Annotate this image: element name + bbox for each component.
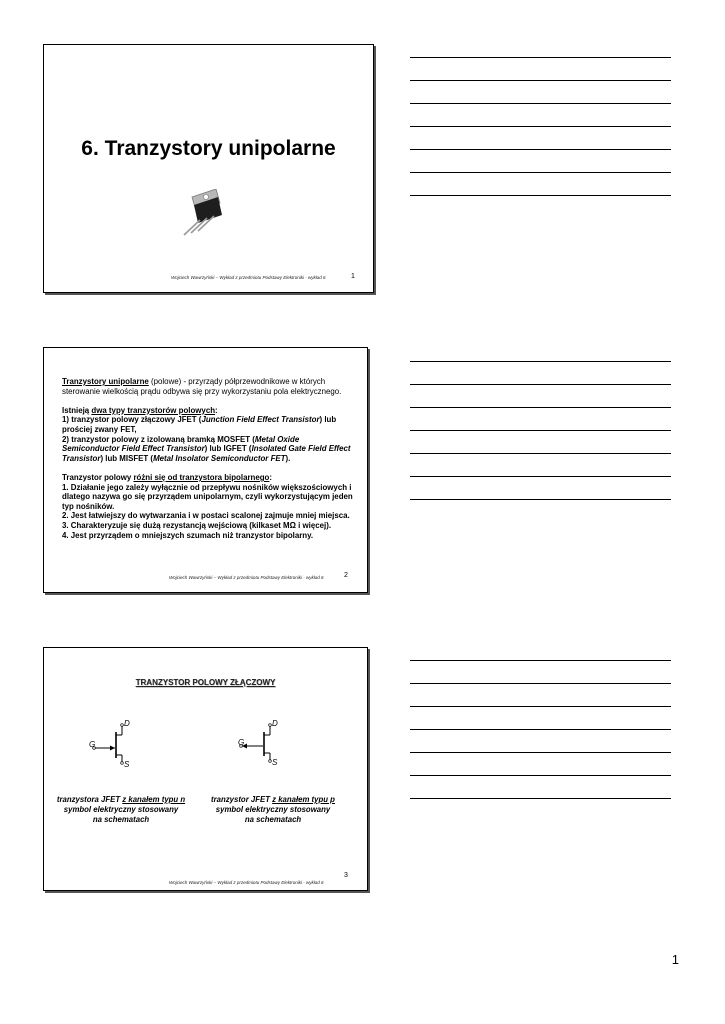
list-item: 4. Jest przyrządem o mniejszych szumach niż tranzystor bipolarny. [62, 530, 314, 540]
term: Tranzystory unipolarne [62, 377, 149, 386]
jfet-n-channel-symbol [84, 716, 134, 772]
slide-footer: Wojciech Wawrzyński – Wykład z przedmiotu Podstawy Elektroniki - wykład 6 [169, 575, 324, 580]
slide-1 [43, 44, 374, 293]
drain-label: D [272, 719, 278, 728]
page-number: 1 [671, 952, 679, 967]
slide-body [62, 377, 358, 550]
differences-paragraph: Tranzystor polowy różni się od tranzystora bipolarnego: 1. Działanie jego zależy wyłącznie od przepływu nośników większościowych i dlatego nazywa go się przyrządem unipolarnym, czyli wykorzystującym jeden typ nośników. 2. Jest łatwiejszy do wytwarzania i w postaci scalonej zajmuje mniej miejsca. 3. Charakteryzuje się dużą rezystancją wejściową (kilkaset MΩ i więcej). 4. Jest przyrządem o mniejszych szumach niż tranzystor bipolarny. [62, 472, 353, 540]
gate-label: G [89, 740, 96, 749]
list-item: 3. Charakteryzuje się dużą rezystancją wejściową (kilkaset MΩ i więcej). [62, 520, 332, 530]
jfet-p-channel-symbol [232, 716, 282, 772]
slide-footer: Wojciech Wawrzyński – Wykład z przedmiotu Podstawy Elektroniki - wykład 6 [169, 880, 324, 885]
source-label: S [124, 760, 130, 769]
list-item: 1. Działanie jego zależy wyłącznie od przepływu nośników większościowych i dlatego nazywa go się przyrządem unipolarnym, czyli wykorzystującym jeden typ nośników. [62, 482, 353, 511]
slide-number: 1 [351, 273, 355, 280]
slide-title: 6. Tranzystory unipolarne [81, 137, 336, 160]
slide-title: TRANZYSTOR POLOWY ZŁĄCZOWY [135, 678, 276, 687]
caption-p-channel: tranzystor JFET z kanałem typu p symbol elektryczny stosowany na schematach [211, 795, 335, 824]
slide-number: 2 [344, 572, 348, 579]
types-paragraph: Istnieją dwa typy tranzystorów polowych: 1) tranzystor polowy złączowy JFET (Junction Field Effect Transistor) lub prościej zwany FET, 2) tranzystor polowy z izolowaną bramką MOSFET (Metal Oxide Semiconductor Field Effect Transistor) lub IGFET (Insolated Gate Field Effect Transistor) lub MISFET (Metal Insolator Semiconductor FET). [62, 405, 351, 463]
source-label: S [272, 758, 278, 767]
definition-paragraph: Tranzystory unipolarne (polowe) - przyrządy półprzewodnikowe w których sterowanie wielkością prądu odbywa się przy wykorzystaniu pola elektrycznego. [62, 377, 342, 396]
slide-3 [43, 647, 368, 891]
slide-number: 3 [344, 872, 348, 879]
transistor-image [172, 189, 228, 239]
drain-label: D [124, 719, 130, 728]
slide-footer: Wojciech Wawrzyński – Wykład z przedmiotu Podstawy Elektroniki - wykład 6 [171, 275, 326, 280]
slide-2 [43, 347, 368, 593]
list-item: 2. Jest łatwiejszy do wytwarzania i w postaci scalonej zajmuje mniej miejsca. [62, 511, 350, 521]
gate-label: G [238, 738, 245, 747]
caption-n-channel: tranzystora JFET z kanałem typu n symbol elektryczny stosowany na schematach [56, 795, 186, 824]
